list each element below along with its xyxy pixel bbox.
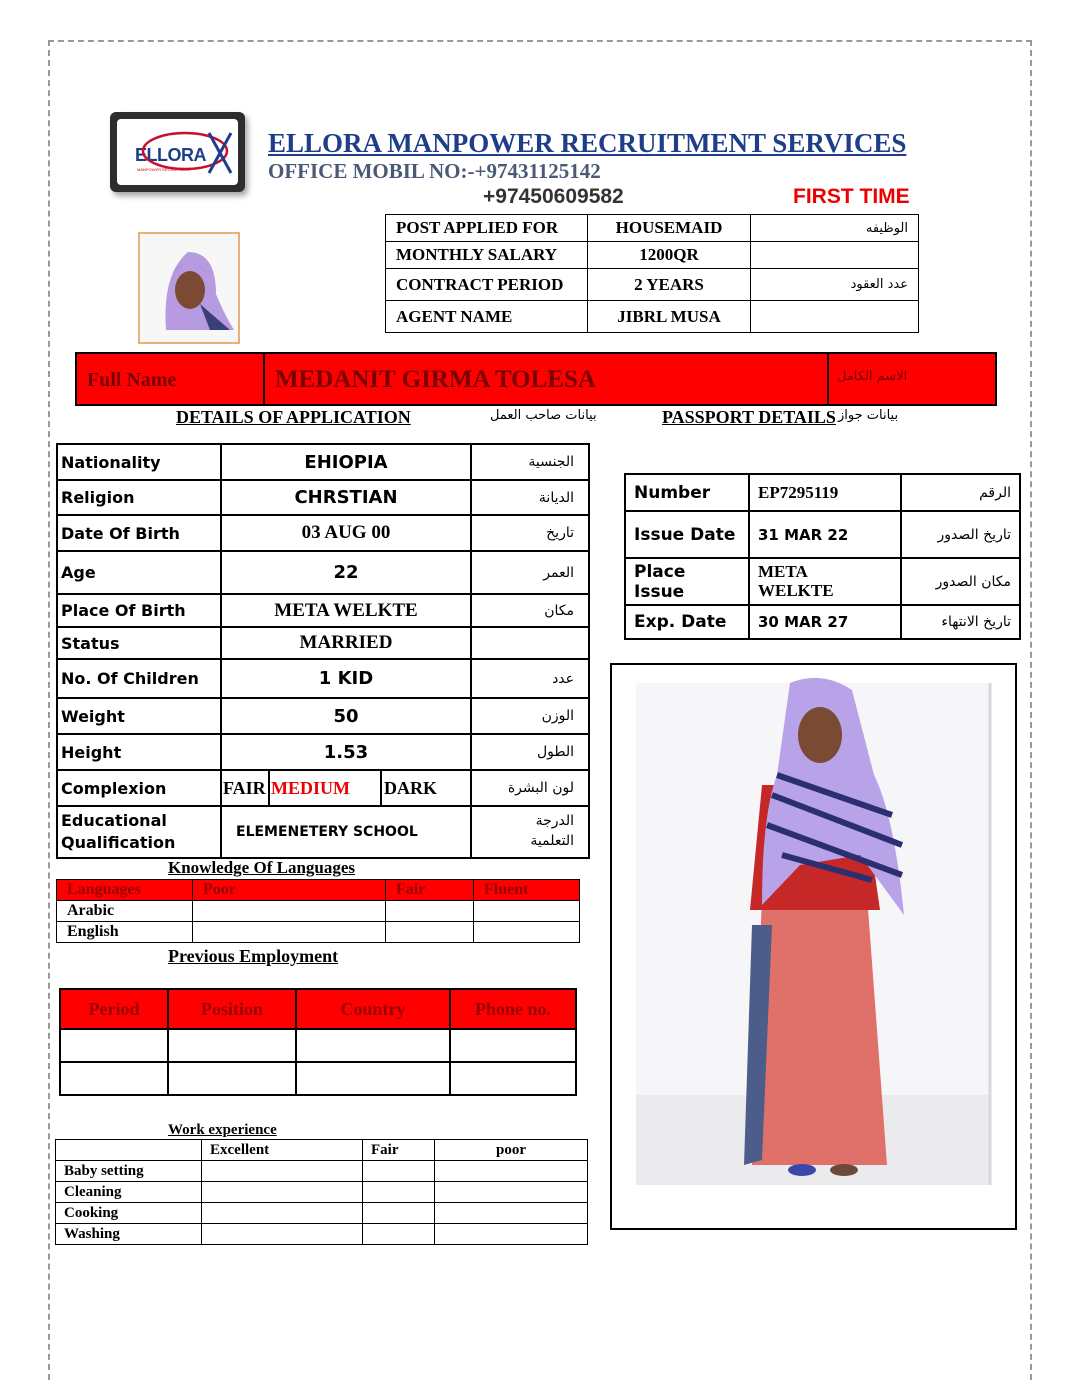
dob-row: Date Of Birth 03 AUG 00 تاريخ <box>57 515 589 551</box>
agent-label: AGENT NAME <box>386 301 588 333</box>
age-row: Age 22 العمر <box>57 551 589 594</box>
passport-details-heading: PASSPORT DETAILS <box>662 407 836 427</box>
passport-table <box>624 473 1021 640</box>
salary-label: MONTHLY SALARY <box>386 242 588 269</box>
passport-number-value: EP7295119 <box>749 474 901 511</box>
work-row-cleaning: Cleaning <box>56 1182 588 1203</box>
complexion-medium: MEDIUM <box>269 770 381 806</box>
post-info-table <box>385 214 919 333</box>
exp-date-value: 30 MAR 27 <box>749 605 901 639</box>
complexion-row: Complexion FAIR MEDIUM DARK لون البشرة <box>57 770 589 806</box>
applicant-full-photo <box>610 663 1017 1230</box>
exp-date-row: Exp. Date 30 MAR 27 تاريخ الانتهاء <box>625 605 1020 639</box>
post-label: POST APPLIED FOR <box>386 215 588 242</box>
employment-table <box>59 988 577 1096</box>
education-row: Educational Qualification ELEMENETERY SCHOOL الدرجة التعلمية <box>57 806 589 858</box>
education-value: ELEMENETERY SCHOOL <box>221 806 471 858</box>
mobile-number-2: +97450609582 <box>483 185 624 208</box>
status-row: Status MARRIED <box>57 627 589 659</box>
work-row-cooking: Cooking <box>56 1203 588 1224</box>
work-experience-table <box>55 1139 588 1245</box>
children-row: No. Of Children 1 KID عدد <box>57 659 589 698</box>
post-arabic: الوظيفه <box>751 215 919 242</box>
work-experience-heading: Work experience <box>168 1122 277 1138</box>
full-name-arabic: الاسم الكامل <box>837 369 908 384</box>
employment-row <box>60 1029 576 1062</box>
employment-row <box>60 1062 576 1095</box>
languages-header-row: Languages Poor Fair Fluent <box>57 880 580 901</box>
full-name-label: Full Name <box>87 369 177 391</box>
full-name-value: MEDANIT GIRMA TOLESA <box>275 366 596 393</box>
employer-data-arabic: بيانات صاحب العمل <box>490 408 597 423</box>
first-time-badge: FIRST TIME <box>793 185 910 208</box>
height-row: Height 1.53 الطول <box>57 734 589 770</box>
place-of-birth-row: Place Of Birth META WELKTE مكان <box>57 594 589 627</box>
contract-row <box>386 269 919 301</box>
weight-value: 50 <box>221 698 471 734</box>
place-of-birth-value: META WELKTE <box>221 594 471 627</box>
knowledge-of-languages-heading: Knowledge Of Languages <box>168 858 356 877</box>
applicant-small-photo <box>138 232 240 344</box>
passport-number-row: Number EP7295119 الرقم <box>625 474 1020 511</box>
religion-row: Religion CHRSTIAN الديانة <box>57 480 589 515</box>
salary-row <box>386 242 919 269</box>
post-value: HOUSEMAID <box>588 215 751 242</box>
company-logo: ELLORA MANPOWER RECRUITMENT <box>110 112 245 192</box>
logo-orbit-icon <box>137 125 237 181</box>
issue-date-row: Issue Date 31 MAR 22 تاريخ الصدور <box>625 511 1020 558</box>
complexion-fair: FAIR <box>221 770 269 806</box>
nationality-row: Nationality EHIOPIA الجنسية <box>57 444 589 480</box>
contract-value: 2 YEARS <box>588 269 751 301</box>
work-row-baby-setting: Baby setting <box>56 1161 588 1182</box>
contract-arabic: عدد العقود <box>751 269 919 301</box>
salary-value: 1200QR <box>588 242 751 269</box>
agent-value: JIBRL MUSA <box>588 301 751 333</box>
nationality-value: EHIOPIA <box>221 444 471 480</box>
full-name-bar <box>75 352 997 406</box>
languages-table <box>56 879 580 943</box>
details-of-application-heading: DETAILS OF APPLICATION <box>176 407 411 427</box>
status-value: MARRIED <box>221 627 471 659</box>
children-value: 1 KID <box>221 659 471 698</box>
agent-arabic <box>751 301 919 333</box>
work-row-washing: Washing <box>56 1224 588 1245</box>
height-value: 1.53 <box>221 734 471 770</box>
previous-employment-heading: Previous Employment <box>168 946 339 966</box>
language-row-arabic: Arabic <box>57 901 580 922</box>
office-mobile: OFFICE MOBIL NO:-+97431125142 <box>268 159 601 183</box>
weight-row: Weight 50 الوزن <box>57 698 589 734</box>
employment-header-row: Period Position Country Phone no. <box>60 989 576 1029</box>
agent-row <box>386 301 919 333</box>
work-header-row: Excellent Fair poor <box>56 1140 588 1161</box>
salary-arabic <box>751 242 919 269</box>
language-row-english: English <box>57 922 580 943</box>
complexion-dark: DARK <box>381 770 471 806</box>
religion-value: CHRSTIAN <box>221 480 471 515</box>
company-name: ELLORA MANPOWER RECRUITMENT SERVICES <box>268 128 907 158</box>
passport-details-arabic: بيانات جواز <box>838 408 899 423</box>
dob-value: 03 AUG 00 <box>221 515 471 551</box>
post-row <box>386 215 919 242</box>
age-value: 22 <box>221 551 471 594</box>
issue-date-value: 31 MAR 22 <box>749 511 901 558</box>
place-issue-row: Place Issue META WELKTE مكان الصدور <box>625 558 1020 605</box>
contract-label: CONTRACT PERIOD <box>386 269 588 301</box>
applicant-details-table <box>56 443 590 859</box>
